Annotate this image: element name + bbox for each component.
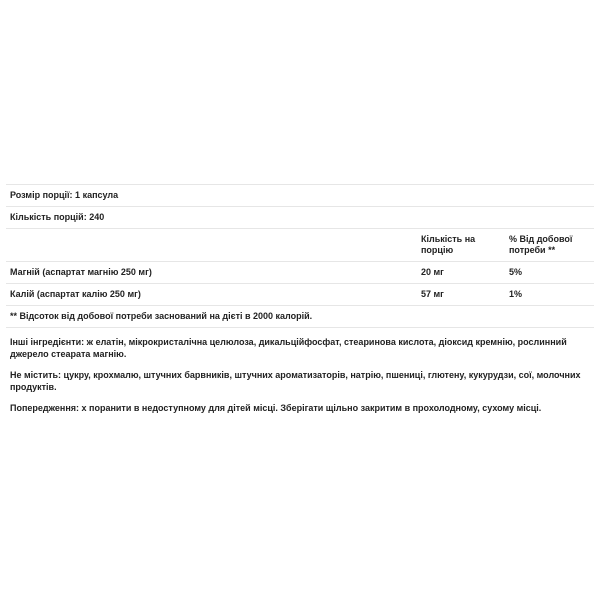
nutrient-name: Калій (аспартат калію 250 мг) bbox=[10, 289, 141, 299]
other-ingredients: Інші інгредієнти: ж елатін, мікрокристалічна целюлоза, дикальційфосфат, стеаринова кислота, діоксид кремнію, рослинний джерело стеарата магнію. bbox=[10, 337, 567, 359]
servings-per-container: Кількість порцій: 240 bbox=[10, 212, 105, 222]
nutrient-amount: 20 мг bbox=[421, 267, 444, 277]
dv-header: % Від добової потреби ** bbox=[509, 234, 573, 255]
serving-size-row bbox=[6, 185, 594, 207]
nutrient-name: Магній (аспартат магнію 250 мг) bbox=[10, 267, 152, 277]
footnote-row bbox=[6, 306, 594, 328]
nutrient-dv: 5% bbox=[509, 267, 523, 277]
table-row bbox=[6, 262, 594, 284]
nutrient-dv: 1% bbox=[509, 289, 523, 299]
table-row bbox=[6, 284, 594, 306]
amount-header: Кількість на порцію bbox=[421, 234, 476, 255]
warning: Попередження: х поранити в недоступному для дітей місці. Зберігати щільно закритим в прохолодному, сухому місці. bbox=[10, 403, 542, 413]
table-header-row bbox=[6, 229, 594, 262]
serving-size: Розмір порції: 1 капсула bbox=[10, 190, 119, 200]
free-of: Не містить: цукру, крохмалю, штучних барвників, штучних ароматизаторів, натрію, пшениці, глютену, кукурудзи, сої, молочних продуктів. bbox=[10, 370, 581, 392]
supplement-facts-table bbox=[6, 184, 594, 328]
nutrient-amount: 57 мг bbox=[421, 289, 444, 299]
footnote: ** Відсоток від добової потреби заснований на дієті в 2000 калорій. bbox=[10, 311, 313, 321]
servings-row bbox=[6, 207, 594, 229]
